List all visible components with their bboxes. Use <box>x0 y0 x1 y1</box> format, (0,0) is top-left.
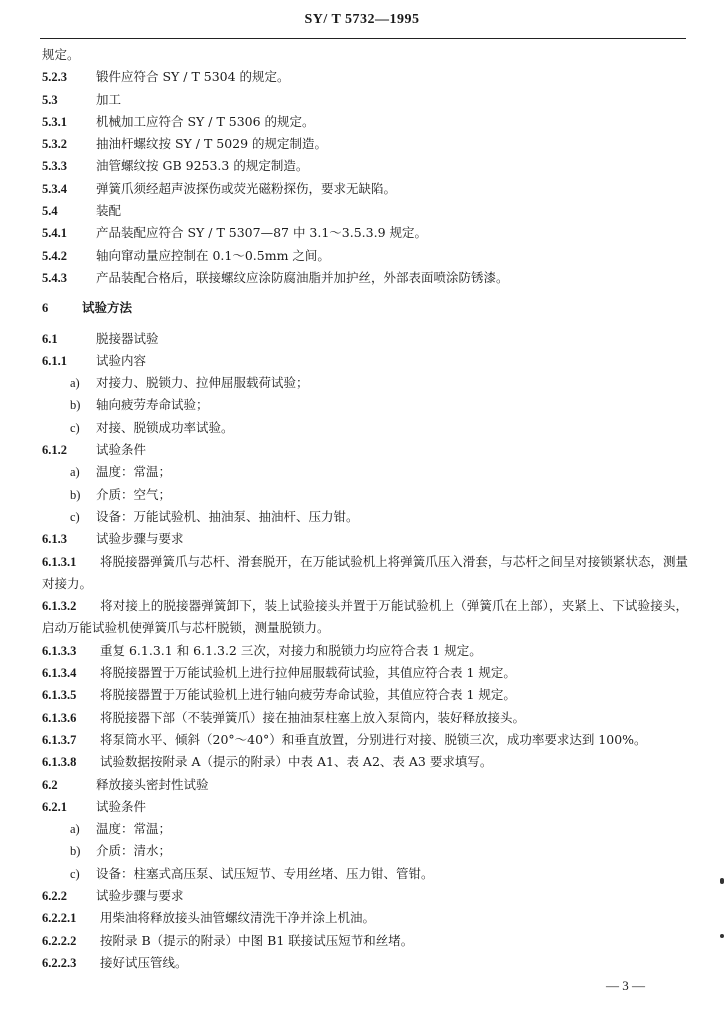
clause-6-1-3-1 <box>42 551 688 596</box>
clause-number: 5.4.2 <box>42 248 67 263</box>
list-text: 介质：清水； <box>96 843 172 859</box>
list-marker: c) <box>70 866 80 881</box>
list-marker: b) <box>70 844 81 859</box>
clause-text: 脱接器试验 <box>96 330 159 346</box>
clause-text: 将脱接器弹簧爪与芯杆、滑套脱开，在万能试验机上将弹簧爪压入滑套，与芯杆之间呈对接锁紧状态，测量对接力。 <box>42 553 688 591</box>
clause-6-2 <box>42 774 688 796</box>
clause-6-2-2 <box>42 885 688 907</box>
clause-6-2-2-3 <box>42 952 688 974</box>
clause-number: 6.1.3.2 <box>42 599 77 614</box>
clause-number: 5.3.3 <box>42 159 67 174</box>
clause-text: 弹簧爪须经超声波探伤或荧光磁粉探伤，要求无缺陷。 <box>96 180 397 196</box>
header-rule <box>40 38 686 39</box>
clause-number: 6.1.3.7 <box>42 732 77 747</box>
clause-number: 6.1.3.6 <box>42 710 77 725</box>
clause-6-1-3-6 <box>42 707 688 729</box>
list-marker: c) <box>70 509 80 524</box>
list-item <box>42 394 688 416</box>
clause-number: 6.1.3 <box>42 532 67 547</box>
clause-number: 6.2.1 <box>42 799 67 814</box>
clause-text: 产品装配合格后，联接螺纹应涂防腐油脂并加护丝，外部表面喷涂防锈漆。 <box>96 269 509 285</box>
list-text: 设备：柱塞式高压泵、试压短节、专用丝堵、压力钳、管钳。 <box>96 865 434 881</box>
clause-number: 6.2.2.2 <box>42 933 77 948</box>
clause-number: 5.3 <box>42 92 58 107</box>
list-item <box>42 818 688 840</box>
list-item <box>42 840 688 862</box>
clause-text: 将脱接器置于万能试验机上进行轴向疲劳寿命试验，其值应符合表 1 规定。 <box>100 687 516 703</box>
clause-5-4 <box>42 200 688 222</box>
clause-text: 用柴油将释放接头油管螺纹清洗干净并涂上机油。 <box>100 910 376 926</box>
clause-number: 5.2.3 <box>42 70 67 85</box>
clause-number: 6.1.3.5 <box>42 688 77 703</box>
clause-text: 释放接头密封性试验 <box>96 776 209 792</box>
clause-text: 将脱接器下部（不装弹簧爪）接在抽油泵柱塞上放入泵筒内，装好释放接头。 <box>100 709 526 725</box>
list-item <box>42 863 688 885</box>
list-marker: a) <box>70 376 80 391</box>
clause-number: 6.1.3.3 <box>42 643 77 658</box>
clause-number: 6.1.2 <box>42 443 67 458</box>
clause-number: 6.1.3.4 <box>42 666 77 681</box>
clause-5-4-3 <box>42 267 688 289</box>
clause-text: 按附录 B（提示的附录）中图 B1 联接试压短节和丝堵。 <box>100 932 414 948</box>
scan-speck <box>720 878 724 884</box>
clause-6-1-3-5 <box>42 684 688 706</box>
list-text: 介质：空气； <box>96 486 172 502</box>
clause-6-1-3-8 <box>42 751 688 773</box>
list-text: 设备：万能试验机、抽油泵、抽油杆、压力钳。 <box>96 508 359 524</box>
clause-number: 5.3.1 <box>42 114 67 129</box>
clause-text: 锻件应符合 SY / T 5304 的规定。 <box>96 69 290 85</box>
clause-5-3-1 <box>42 111 688 133</box>
list-text: 轴向疲劳寿命试验； <box>96 397 209 413</box>
clause-6-2-2-1 <box>42 907 688 929</box>
document-body <box>42 44 688 974</box>
clause-text: 将泵筒水平、倾斜（20°～40°）和垂直放置，分别进行对接、脱锁三次，成功率要求达到 100%。 <box>100 731 647 747</box>
list-item <box>42 461 688 483</box>
clause-text: 油管螺纹按 GB 9253.3 的规定制造。 <box>96 158 309 174</box>
list-marker: a) <box>70 822 80 837</box>
list-text: 对接、脱锁成功率试验。 <box>96 419 234 435</box>
list-item <box>42 417 688 439</box>
list-marker: b) <box>70 487 81 502</box>
clause-text: 试验条件 <box>96 798 147 814</box>
clause-6-2-2-2 <box>42 930 688 952</box>
clause-6-1-3-3 <box>42 640 688 662</box>
clause-text: 接好试压管线。 <box>100 954 188 970</box>
clause-6-1-3-4 <box>42 662 688 684</box>
list-marker: a) <box>70 465 80 480</box>
clause-5-4-2 <box>42 245 688 267</box>
section-6-heading <box>42 297 688 319</box>
list-item <box>42 372 688 394</box>
scan-speck <box>720 934 724 938</box>
clause-number: 6.2 <box>42 777 58 792</box>
list-text: 温度：常温； <box>96 821 172 837</box>
clause-6-1-1 <box>42 350 688 372</box>
clause-text: 装配 <box>96 203 122 219</box>
clause-number: 6.2.2.1 <box>42 911 77 926</box>
clause-number: 6.1 <box>42 331 58 346</box>
clause-text: 抽油杆螺纹按 SY / T 5029 的规定制造。 <box>96 136 328 152</box>
section-title: 试验方法 <box>82 300 133 316</box>
list-item <box>42 484 688 506</box>
clause-5-3-2 <box>42 133 688 155</box>
clause-text: 试验条件 <box>96 442 147 458</box>
clause-text: 试验步骤与要求 <box>96 531 184 547</box>
clause-text: 加工 <box>96 91 122 107</box>
clause-5-3-4 <box>42 178 688 200</box>
clause-6-2-1 <box>42 796 688 818</box>
clause-text: 将对接上的脱接器弹簧卸下，装上试验接头并置于万能试验机上（弹簧爪在上部），夹紧上、下试验接头，启动万能试验机使弹簧爪与芯杆脱锁，测量脱锁力。 <box>42 598 688 636</box>
clause-number: 6.2.2.3 <box>42 955 77 970</box>
page-header: SY/ T 5732—1995 <box>304 12 420 27</box>
list-text: 温度：常温； <box>96 464 172 480</box>
clause-6-1-2 <box>42 439 688 461</box>
clause-6-1-3-7 <box>42 729 688 751</box>
clause-6-1-3 <box>42 528 688 550</box>
clause-text: 轴向窜动量应控制在 0.1～0.5mm 之间。 <box>96 247 330 263</box>
clause-number: 6.1.1 <box>42 353 67 368</box>
section-number: 6 <box>42 301 49 316</box>
list-marker: c) <box>70 420 80 435</box>
page-number: — 3 — <box>606 978 645 993</box>
clause-text: 产品装配应符合 SY / T 5307—87 中 3.1～3.5.3.9 规定。 <box>96 225 428 241</box>
clause-number: 6.1.3.8 <box>42 755 77 770</box>
clause-text: 重复 6.1.3.1 和 6.1.3.2 三次，对接力和脱锁力均应符合表 1 规定。 <box>100 642 482 658</box>
line-text: 规定。 <box>42 47 80 62</box>
clause-number: 5.4.1 <box>42 226 67 241</box>
clause-5-3 <box>42 89 688 111</box>
clause-text: 机械加工应符合 SY / T 5306 的规定。 <box>96 113 315 129</box>
clause-number: 5.3.4 <box>42 181 67 196</box>
clause-text: 试验数据按附录 A（提示的附录）中表 A1、表 A2、表 A3 要求填写。 <box>100 754 493 770</box>
clause-number: 6.1.3.1 <box>42 554 77 569</box>
clause-number: 6.2.2 <box>42 888 67 903</box>
list-text: 对接力、脱锁力、拉伸屈服载荷试验； <box>96 375 309 391</box>
list-item <box>42 506 688 528</box>
clause-text: 试验步骤与要求 <box>96 887 184 903</box>
clause-5-4-1 <box>42 222 688 244</box>
clause-6-1-3-2 <box>42 595 688 640</box>
clause-number: 5.3.2 <box>42 137 67 152</box>
clause-5-2-3 <box>42 66 688 88</box>
clause-5-3-3 <box>42 155 688 177</box>
clause-text: 试验内容 <box>96 352 147 368</box>
clause-text: 将脱接器置于万能试验机上进行拉伸屈服载荷试验，其值应符合表 1 规定。 <box>100 665 516 681</box>
clause-number: 5.4.3 <box>42 270 67 285</box>
text-line <box>42 44 688 66</box>
clause-6-1 <box>42 328 688 350</box>
list-marker: b) <box>70 398 81 413</box>
clause-number: 5.4 <box>42 204 58 219</box>
